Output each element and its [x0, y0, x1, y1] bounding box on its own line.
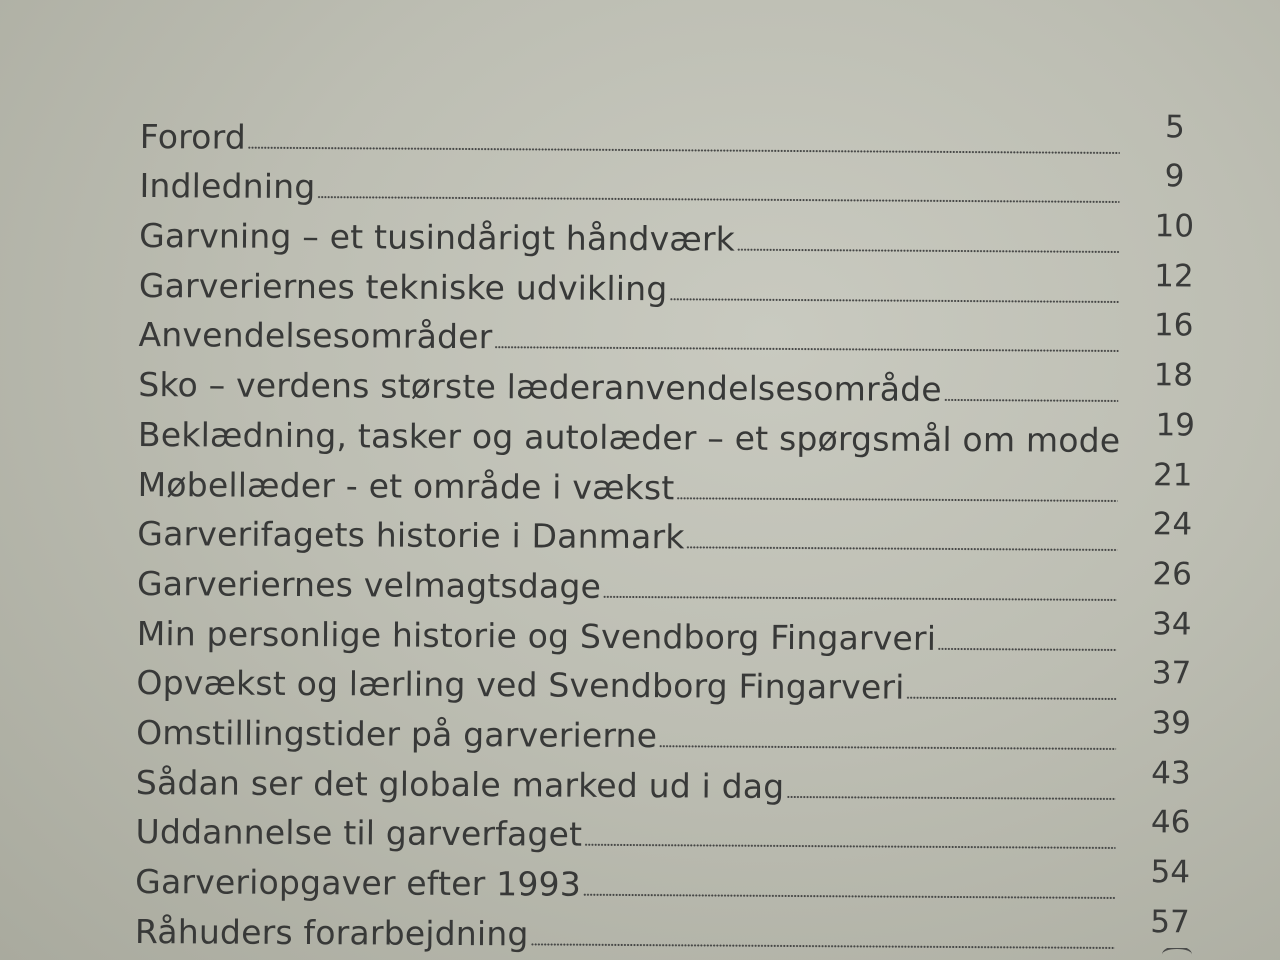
toc-entry-page: 34	[1152, 605, 1192, 642]
dot-leader	[584, 843, 1115, 850]
toc-entry-page: 21	[1152, 456, 1193, 493]
dot-leader	[531, 942, 1115, 950]
toc-entry-page: 57	[1150, 903, 1190, 941]
dot-leader	[317, 195, 1119, 204]
toc-entry-title: Garveriopgaver efter 1993	[135, 861, 582, 904]
dot-leader	[659, 744, 1116, 751]
toc-entry-page: 5	[1164, 108, 1185, 146]
dot-leader	[687, 546, 1118, 553]
toc-entry-page: 24	[1152, 506, 1193, 543]
cut-off-page-number-fragment	[1158, 948, 1198, 960]
toc-entry	[138, 353, 1198, 409]
toc-entry	[138, 304, 1198, 360]
dot-leader	[583, 893, 1115, 900]
toc-entry	[136, 701, 1196, 757]
toc-entry-title: Råhuders forarbejdning	[134, 911, 529, 954]
dot-leader	[603, 595, 1117, 602]
toc-entry-page: 9	[1164, 158, 1185, 195]
toc-entry-page: 39	[1151, 705, 1192, 742]
dot-leader	[786, 795, 1115, 801]
toc-entry	[135, 850, 1195, 906]
toc-entry-page: 19	[1155, 407, 1196, 444]
toc-entry-page: 37	[1151, 655, 1192, 692]
toc-entry-page: 12	[1154, 257, 1194, 295]
dot-leader	[737, 248, 1119, 254]
toc-entry	[135, 801, 1195, 857]
dot-leader	[669, 297, 1118, 304]
toc-entry	[137, 502, 1197, 558]
toc-entry	[138, 403, 1198, 459]
dot-leader	[248, 145, 1120, 154]
toc-entry-title: Sko – verdens største læderanvendelsesområde	[138, 365, 942, 410]
toc-entry-title: Beklædning, tasker og autolæder – et spørgsmål om mode	[137, 414, 1121, 460]
table-of-contents	[135, 105, 1200, 956]
toc-entry-title: Uddannelse til garverfaget	[135, 812, 583, 855]
toc-entry-title: Indledning	[139, 166, 316, 207]
toc-entry-title: Sådan ser det globale marked ud i dag	[135, 762, 785, 806]
toc-entry-page: 54	[1150, 854, 1191, 891]
toc-entry	[138, 453, 1198, 509]
dot-leader	[494, 346, 1118, 354]
toc-entry	[140, 105, 1200, 161]
toc-entry-page: 26	[1152, 556, 1192, 593]
toc-entry-title: Omstillingstider på garverierne	[136, 712, 658, 756]
toc-entry-title: Møbellæder - et område i vækst	[137, 464, 675, 507]
dot-leader	[938, 646, 1117, 651]
dot-leader	[906, 696, 1116, 701]
toc-entry-page: 16	[1153, 307, 1194, 344]
toc-entry-page: 18	[1153, 357, 1194, 394]
toc-entry-title: Forord	[139, 116, 247, 157]
toc-entry-title: Garvning – et tusindårigt håndværk	[139, 216, 736, 259]
toc-entry	[139, 204, 1199, 260]
toc-entry	[137, 602, 1197, 658]
toc-entry-page: 10	[1154, 208, 1195, 245]
toc-entry-title: Opvækst og lærling ved Svendborg Fingarveri	[136, 663, 905, 707]
toc-entry-title: Min personlige historie og Svendborg Fingarveri	[136, 613, 937, 658]
toc-entry	[136, 751, 1196, 807]
toc-entry	[137, 552, 1197, 608]
toc-entry-title: Garveriernes tekniske udvikling	[138, 265, 668, 308]
toc-entry-page: 43	[1151, 754, 1191, 792]
toc-entry-page: 46	[1150, 804, 1191, 841]
dot-leader	[676, 496, 1117, 503]
toc-entry-title: Garverifagets historie i Danmark	[137, 514, 685, 557]
toc-entry	[139, 155, 1199, 211]
toc-entry	[135, 900, 1195, 956]
toc-entry	[139, 254, 1199, 310]
toc-entry-title: Garveriernes velmagtsdage	[136, 563, 602, 606]
toc-entry	[136, 652, 1196, 708]
toc-entry-title: Anvendelsesområder	[138, 315, 493, 357]
dot-leader	[944, 398, 1118, 403]
